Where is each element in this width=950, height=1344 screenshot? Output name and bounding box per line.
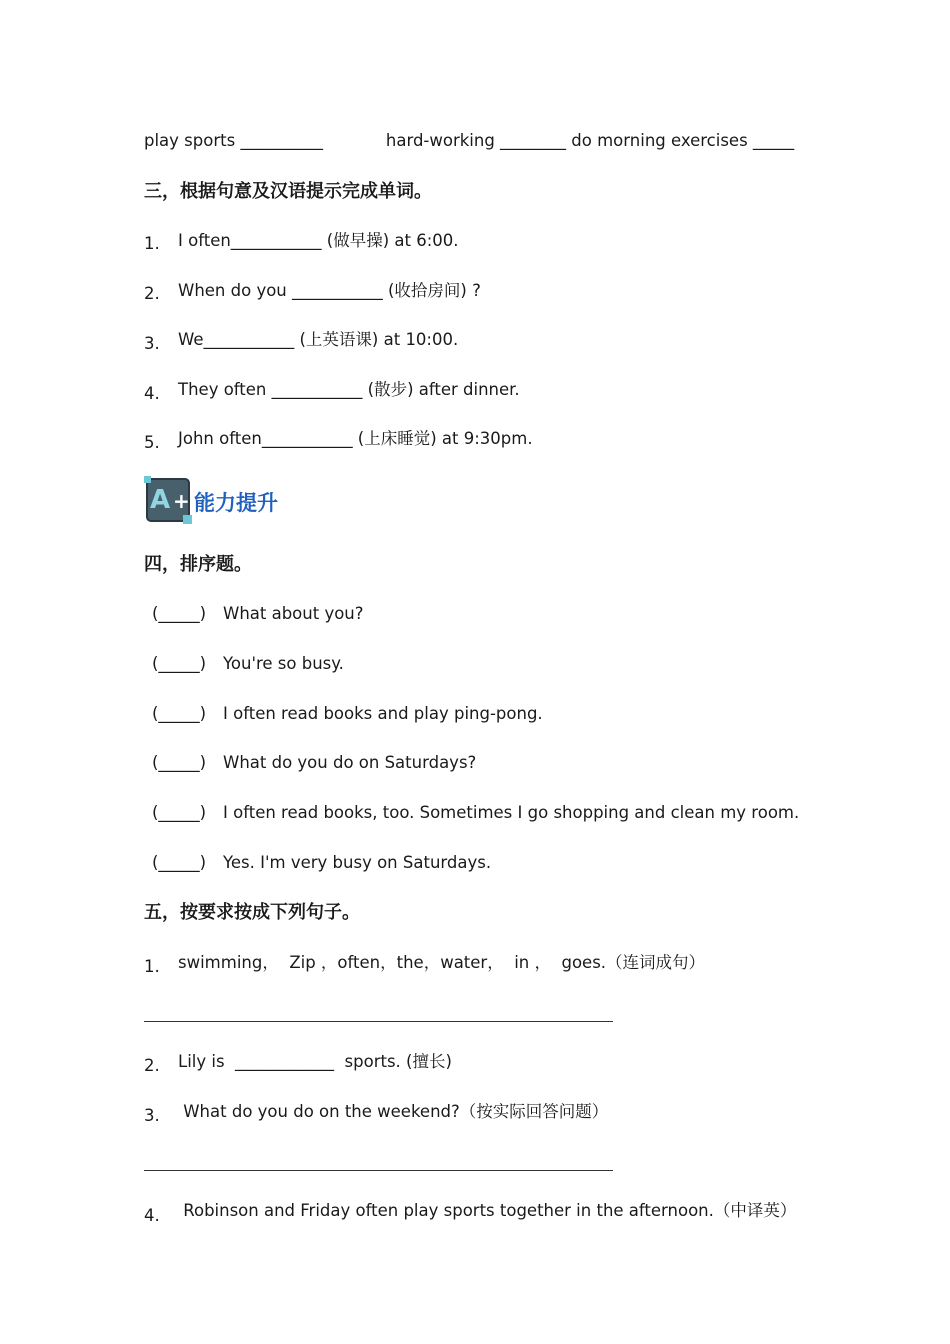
item-number: 3. — [144, 334, 160, 353]
translation-prompt: Robinson and Friday often play sports together in the afternoon.（中译英） — [178, 1201, 797, 1220]
order-blank: (_____) — [152, 654, 207, 673]
item-number: 3. — [144, 1106, 160, 1125]
item-number: 5. — [144, 433, 160, 452]
order-blank: (_____) — [152, 704, 207, 723]
section-4-heading: 四，排序题。 — [144, 554, 252, 575]
dialogue-line: What about you? — [223, 604, 364, 623]
fill-blank-sentence: Lily is ____________ sports. (擅长) — [178, 1052, 452, 1071]
fill-blank-sentence: I often___________ (做早操) at 6:00. — [178, 231, 459, 250]
section-3-heading: 三，根据句意及汉语提示完成单词。 — [144, 181, 432, 202]
badge-plus: + — [173, 489, 190, 513]
answer-line[interactable] — [144, 1170, 613, 1171]
order-blank: (_____) — [152, 604, 207, 623]
dialogue-line: I often read books and play ping-pong. — [223, 704, 543, 723]
item-number: 4. — [144, 1206, 160, 1225]
dialogue-line: I often read books, too. Sometimes I go shopping and clean my room. — [223, 803, 800, 822]
dialogue-line: Yes. I'm very busy on Saturdays. — [223, 853, 492, 872]
item-number: 1. — [144, 957, 160, 976]
order-blank: (_____) — [152, 853, 207, 872]
dialogue-line: You're so busy. — [223, 654, 344, 673]
rearrange-prompt: swimming， Zip ，often，the，water， in ， goes.（连词成句） — [178, 953, 706, 972]
item-number: 4. — [144, 384, 160, 403]
question-prompt: What do you do on the weekend?（按实际回答问题） — [178, 1102, 609, 1121]
fill-blank-sentence: They often ___________ (散步) after dinner. — [178, 380, 520, 399]
order-blank: (_____) — [152, 753, 207, 772]
ability-section-title: 能力提升 — [194, 491, 278, 515]
badge-letter: A — [150, 485, 171, 515]
fill-blank-sentence: John often___________ (上床睡觉) at 9:30pm. — [178, 429, 533, 448]
item-number: 2. — [144, 1056, 160, 1075]
ability-badge-icon — [146, 478, 190, 522]
dialogue-line: What do you do on Saturdays? — [223, 753, 477, 772]
word-blank-line: play sports __________ hard-working ________ do morning exercises _____ — [144, 131, 795, 150]
fill-blank-sentence: We___________ (上英语课) at 10:00. — [178, 330, 459, 349]
item-number: 2. — [144, 284, 160, 303]
answer-line[interactable] — [144, 1021, 613, 1022]
order-blank: (_____) — [152, 803, 207, 822]
section-5-heading: 五，按要求按成下列句子。 — [144, 902, 360, 923]
fill-blank-sentence: When do you ___________ (收拾房间) ? — [178, 281, 481, 300]
item-number: 1. — [144, 234, 160, 253]
